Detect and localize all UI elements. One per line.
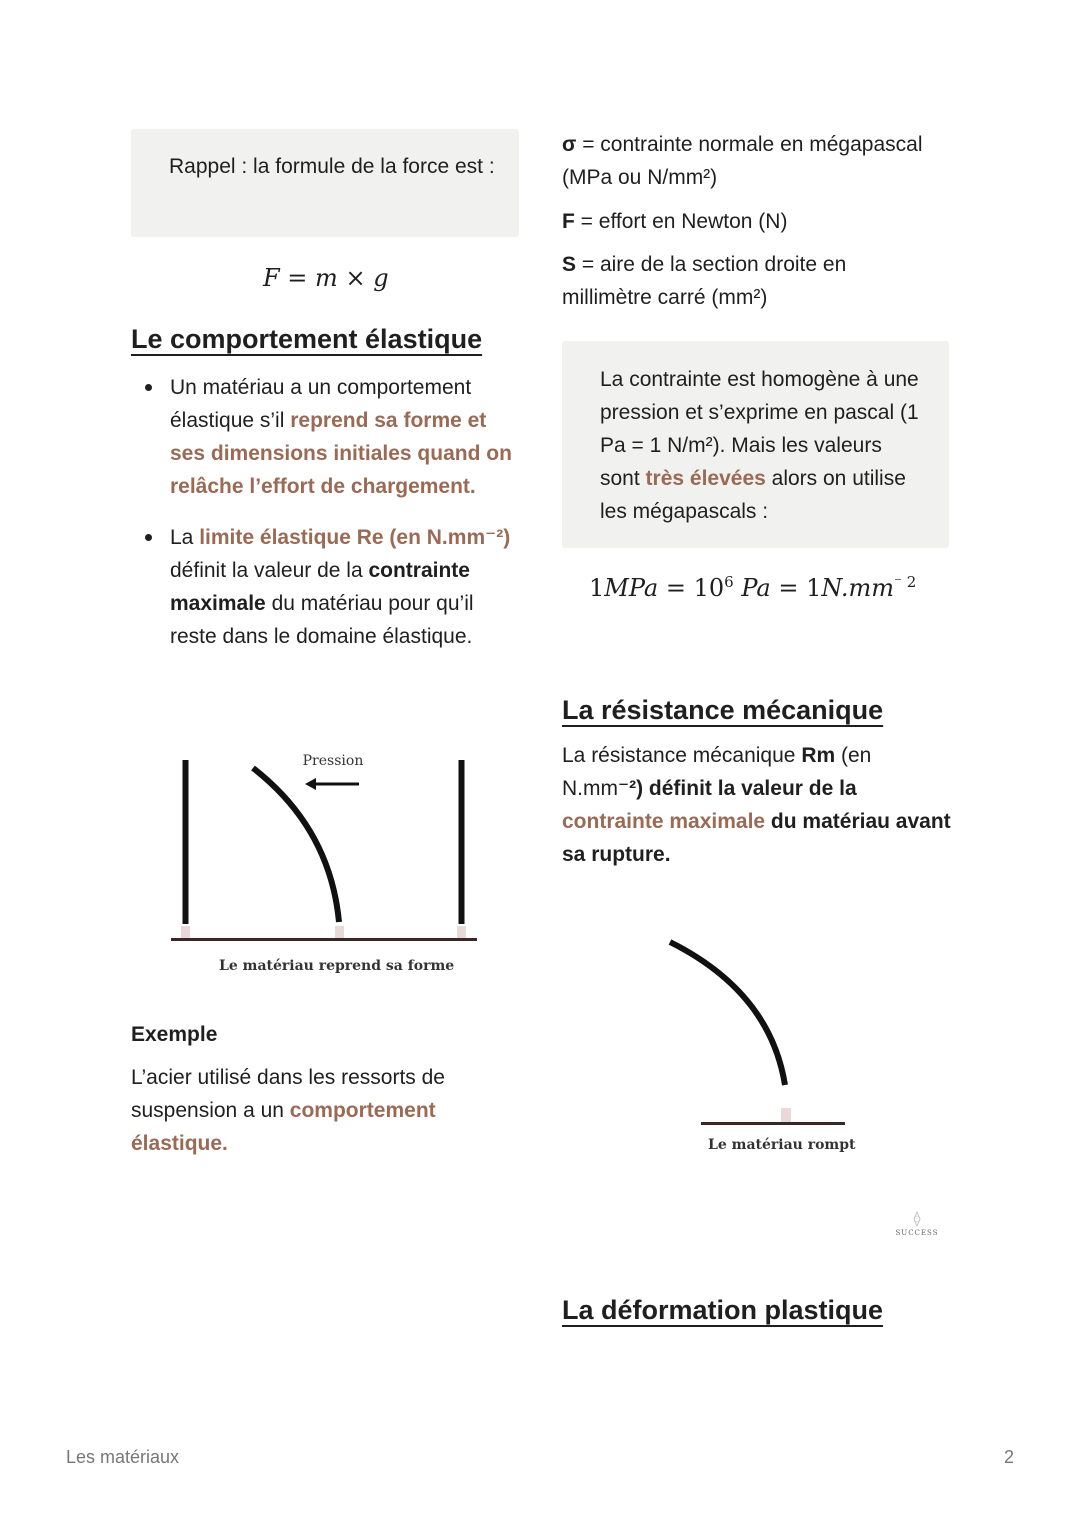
- rupture-figure: [660, 932, 860, 1132]
- example-text: L’acier utilisé dans les ressorts de suspension a un comportement élastique.: [131, 1066, 445, 1155]
- logo-text: SUCCESS: [895, 1229, 939, 1237]
- success-logo: [893, 1210, 941, 1237]
- rupture-base-block: [781, 1108, 791, 1122]
- section-title-elastic: Le comportement élastique: [131, 324, 483, 354]
- footer-title: Les matériaux: [66, 1447, 180, 1467]
- pressure-label: Pression: [302, 753, 364, 769]
- bullet-elastic-definition: Un matériau a un comportement élastique s’il reprend sa forme et ses dimensions initiales quand on relâche l’effort de chargement.: [131, 371, 521, 503]
- pressure-arrow-icon: [305, 778, 316, 790]
- page-number: 2: [1004, 1447, 1015, 1467]
- mpa-formula: $1MPa = 10^6$ $Pa = 1N.mm^{^- 2}$: [589, 573, 917, 602]
- section-title-plastic: La déformation plastique: [562, 1295, 884, 1325]
- bullet-elastic-limit: La limite élastique Re (en N.mm⁻²) définit la valeur de la contrainte maximale du matériau pour qu’il reste dans le domaine élastique.: [131, 521, 521, 653]
- stress-callout: [562, 341, 949, 548]
- ground-line: [171, 938, 477, 941]
- definition-sigma: σ = contrainte normale en mégapascal (MPa ou N/mm²): [562, 133, 923, 189]
- example-title: Exemple: [131, 1023, 218, 1046]
- force-formula: F = m × g: [263, 264, 389, 292]
- base-block-middle: [335, 926, 344, 938]
- elastic-figure: [165, 748, 485, 948]
- rupture-ground-line: [701, 1122, 845, 1125]
- reminder-callout: [131, 129, 519, 237]
- elastic-figure-caption: Le matériau reprend sa forme: [219, 958, 455, 974]
- resistance-text: La résistance mécanique Rm (en N.mm⁻²) définit la valeur de la contrainte maximale du matériau avant sa rupture.: [562, 744, 951, 866]
- broken-bar: [670, 942, 785, 1085]
- stress-callout-text: La contrainte est homogène à une pression et s’exprime en pascal (1 Pa = 1 N/m²). Mais les valeurs sont très élevées alors on utilise les mégapascals :: [600, 368, 919, 523]
- bar-bent: [253, 768, 339, 922]
- elastic-bullets: [131, 371, 521, 653]
- definition-section: S = aire de la section droite en millimètre carré (mm²): [562, 253, 847, 309]
- definition-force: F = effort en Newton (N): [562, 210, 788, 233]
- base-block-left: [181, 926, 190, 938]
- reminder-text: Rappel : la formule de la force est :: [169, 155, 495, 178]
- section-title-resistance: La résistance mécanique: [562, 695, 884, 725]
- rupture-figure-caption: Le matériau rompt: [708, 1137, 856, 1153]
- logo-emblem-icon: [907, 1210, 927, 1228]
- base-block-right: [457, 926, 466, 938]
